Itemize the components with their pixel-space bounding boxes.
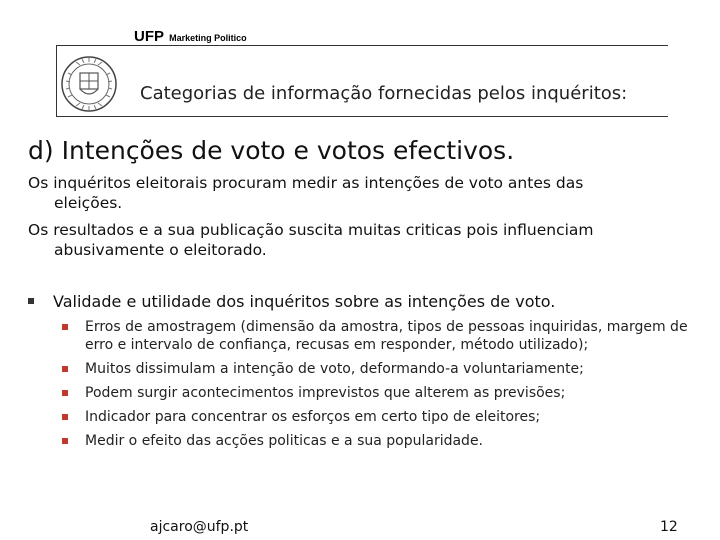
list-item: [62, 360, 692, 378]
footer-email: ajcaro@ufp.pt: [150, 519, 249, 535]
list-item: [62, 384, 692, 402]
main-bullet-text: Validade e utilidade dos inquéritos sobre as intenções de voto.: [53, 292, 556, 311]
brand-subtitle: Marketing Politico: [169, 33, 247, 43]
brand-title: [134, 26, 247, 45]
paragraph-2-line-1: Os resultados e a sua publicação suscita muitas criticas pois influenciam: [28, 221, 594, 239]
slide-heading: d) Intenções de voto e votos efectivos.: [28, 136, 515, 165]
header-rule-side: [56, 45, 57, 117]
header-rule-top: [56, 45, 668, 46]
list-item-text: Erros de amostragem (dimensão da amostra, tipos de pessoas inquiridas, margem de erro e intervalo de confiança, recusas em responder, método utilizado);: [85, 319, 688, 353]
list-item-text: Muitos dissimulam a intenção de voto, deformando-a voluntariamente;: [85, 361, 584, 377]
main-bullet: [28, 292, 555, 311]
sub-bullet-list: [62, 318, 692, 456]
header-rule-bottom: [56, 116, 668, 117]
list-item-text: Indicador para concentrar os esforços em certo tipo de eleitores;: [85, 409, 541, 425]
square-bullet-icon: [28, 298, 34, 304]
list-item: [62, 318, 692, 354]
list-item: [62, 432, 692, 450]
paragraph-1: [28, 173, 698, 213]
list-item: [62, 408, 692, 426]
square-bullet-icon: [62, 390, 68, 396]
list-item-text: Podem surgir acontecimentos imprevistos que alterem as previsões;: [85, 385, 566, 401]
paragraph-1-line-2: eleições.: [54, 194, 123, 212]
list-item-text: Medir o efeito das acções politicas e a sua popularidade.: [85, 433, 484, 449]
square-bullet-icon: [62, 414, 68, 420]
brand-main: UFP: [134, 28, 164, 45]
slide-subtitle: Categorias de informação fornecidas pelos inquéritos:: [140, 83, 628, 104]
university-seal-icon: [60, 53, 118, 115]
square-bullet-icon: [62, 438, 68, 444]
paragraph-2: [28, 220, 698, 260]
page-number: 12: [660, 519, 678, 535]
paragraph-1-line-1: Os inquéritos eleitorais procuram medir as intenções de voto antes das: [28, 174, 584, 192]
square-bullet-icon: [62, 324, 68, 330]
paragraph-2-line-2: abusivamente o eleitorado.: [54, 241, 267, 259]
square-bullet-icon: [62, 366, 68, 372]
